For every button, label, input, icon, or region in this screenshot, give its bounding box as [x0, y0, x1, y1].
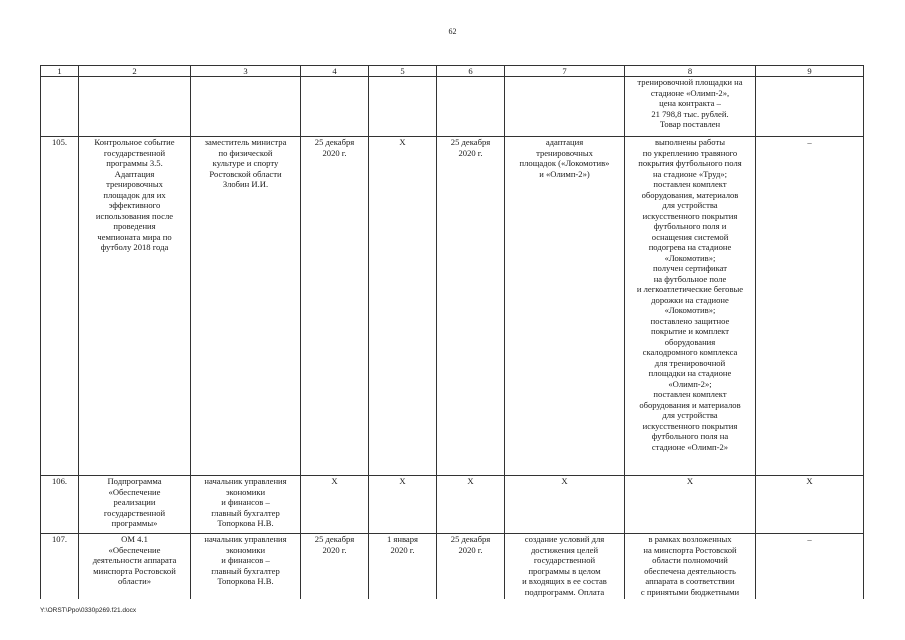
row-number: 106. — [41, 476, 79, 534]
plan-date: 25 декабря 2020 г. — [301, 137, 369, 476]
start-date: 1 января 2020 г. — [369, 534, 437, 599]
responsible — [191, 77, 301, 137]
notes: Х — [756, 476, 864, 534]
row-number: 107. — [41, 534, 79, 599]
table-header-row — [41, 66, 864, 77]
actual-result: в рамках возложенных на минспорта Ростовской области полномочий обеспечена деятельность аппарата в соответствии с принятыми бюджетными — [625, 534, 756, 599]
responsible: заместитель министра по физической культуре и спорту Ростовской области Злобин И.И. — [191, 137, 301, 476]
event-name: ОМ 4.1 «Обеспечение деятельности аппарата минспорта Ростовской области» — [79, 534, 191, 599]
responsible: начальник управления экономики и финансов – главный бухгалтер Топоркова Н.В. — [191, 534, 301, 599]
plan-date: Х — [301, 476, 369, 534]
planned-result: адаптация тренировочных площадок («Локомотив» и «Олимп-2») — [505, 137, 625, 476]
planned-result — [505, 77, 625, 137]
end-date: 25 декабря 2020 г. — [437, 534, 505, 599]
end-date: Х — [437, 476, 505, 534]
table-row — [41, 476, 864, 534]
end-date: 25 декабря 2020 г. — [437, 137, 505, 476]
notes: – — [756, 137, 864, 476]
actual-result: Х — [625, 476, 756, 534]
notes — [756, 77, 864, 137]
planned-result: создание условий для достижения целей государственной программы в целом и входящих в ее состав подпрограмм. Оплата — [505, 534, 625, 599]
planned-result: Х — [505, 476, 625, 534]
table-row — [41, 77, 864, 137]
table-row — [41, 534, 864, 599]
row-number: 105. — [41, 137, 79, 476]
page-number: 62 — [448, 27, 457, 36]
start-date: Х — [369, 476, 437, 534]
event-name — [79, 77, 191, 137]
event-name: Контрольное событие государственной программы 3.5. Адаптация тренировочных площадок для их эффективного использования после проведения чемпионата мира по футболу 2018 года — [79, 137, 191, 476]
responsible: начальник управления экономики и финансов – главный бухгалтер Топоркова Н.В. — [191, 476, 301, 534]
plan-date — [301, 77, 369, 137]
column-header: 1 — [41, 66, 79, 77]
column-header: 6 — [437, 66, 505, 77]
start-date: Х — [369, 137, 437, 476]
footer-file-path: Y:\ORST\Ppo\0330p269.f21.docx — [40, 607, 137, 614]
actual-result: тренировочной площадки на стадионе «Олимп-2», цена контракта – 21 798,8 тыс. рублей. Товар поставлен — [625, 77, 756, 137]
notes: – — [756, 534, 864, 599]
column-header: 2 — [79, 66, 191, 77]
column-header: 9 — [756, 66, 864, 77]
row-number — [41, 77, 79, 137]
event-name: Подпрограмма «Обеспечение реализации государственной программы» — [79, 476, 191, 534]
actual-result: выполнены работы по укреплению травяного покрытия футбольного поля на стадионе «Труд»; поставлен комплект оборудования, материалов для устройства искусственного покрытия футбольного поля и оснащения системой подогрева на стадионе «Локомотив»; получен сертификат на футбольное поле и легкоатлетические беговые дорожки на стадионе «Локомотив»; поставлено защитное покрытие и комплект оборудования скалодромного комплекса для тренировочной площадки на стадионе «Олимп-2»; поставлен комплект оборудования и материалов для устройства искусственного покрытия футбольного поля на стадионе «Олимп-2» — [625, 137, 756, 476]
column-header: 4 — [301, 66, 369, 77]
start-date — [369, 77, 437, 137]
end-date — [437, 77, 505, 137]
table-row — [41, 137, 864, 476]
column-header: 7 — [505, 66, 625, 77]
column-header: 5 — [369, 66, 437, 77]
column-header: 3 — [191, 66, 301, 77]
column-header: 8 — [625, 66, 756, 77]
report-table — [40, 65, 864, 599]
plan-date: 25 декабря 2020 г. — [301, 534, 369, 599]
